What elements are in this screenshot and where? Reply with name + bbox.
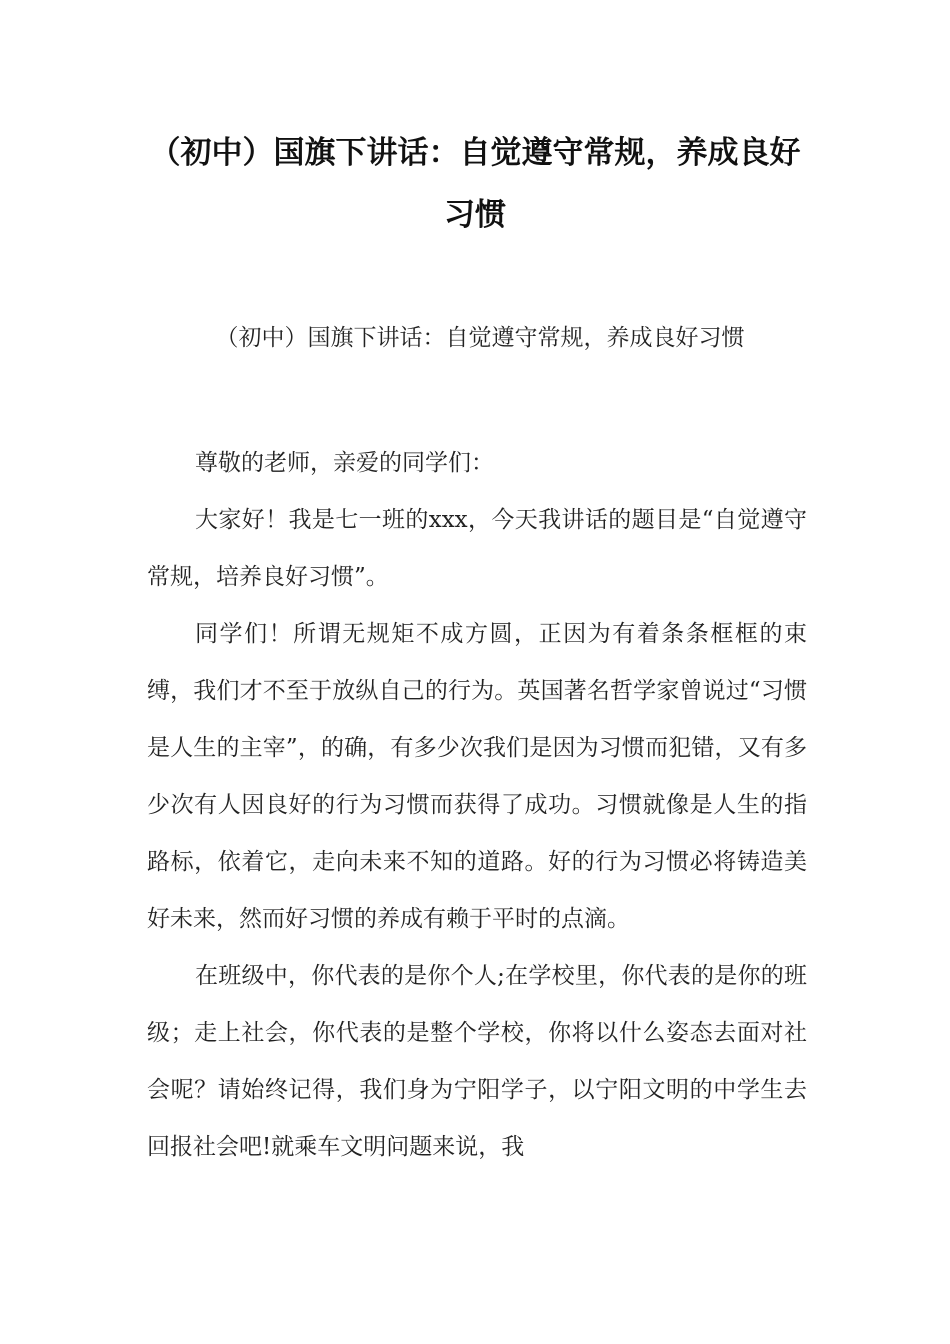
paragraph-greeting: 尊敬的老师，亲爱的同学们： <box>195 450 494 476</box>
document-body <box>147 435 807 1176</box>
document-subtitle: （初中）国旗下讲话：自觉遵守常规，养成良好习惯 <box>215 325 745 351</box>
paragraph-representation: 在班级中，你代表的是你个人;在学校里，你代表的是你的班级；走上社会，你代表的是整个学校，你将以什么姿态去面对社会呢？请始终记得，我们身为宁阳学子，以宁阳文明的中学生去回报社会吧!就乘车文明问题来说，我 <box>147 963 807 1160</box>
paragraph-habits: 同学们！所谓无规矩不成方圆，正因为有着条条框框的束缚，我们才不至于放纵自己的行为。英国著名哲学家曾说过“习惯是人生的主宰”，的确，有多少次我们是因为习惯而犯错，又有多少次有人因良好的行为习惯而获得了成功。习惯就像是人生的指路标，依着它，走向未来不知的道路。好的行为习惯必将铸造美好未来，然而好习惯的养成有赖于平时的点滴。 <box>147 621 807 932</box>
document-title: （初中）国旗下讲话：自觉遵守常规，养成良好习惯 <box>149 135 801 233</box>
paragraph-intro: 大家好！我是七一班的xxx，今天我讲话的题目是“自觉遵守常规，培养良好习惯”。 <box>147 507 807 590</box>
